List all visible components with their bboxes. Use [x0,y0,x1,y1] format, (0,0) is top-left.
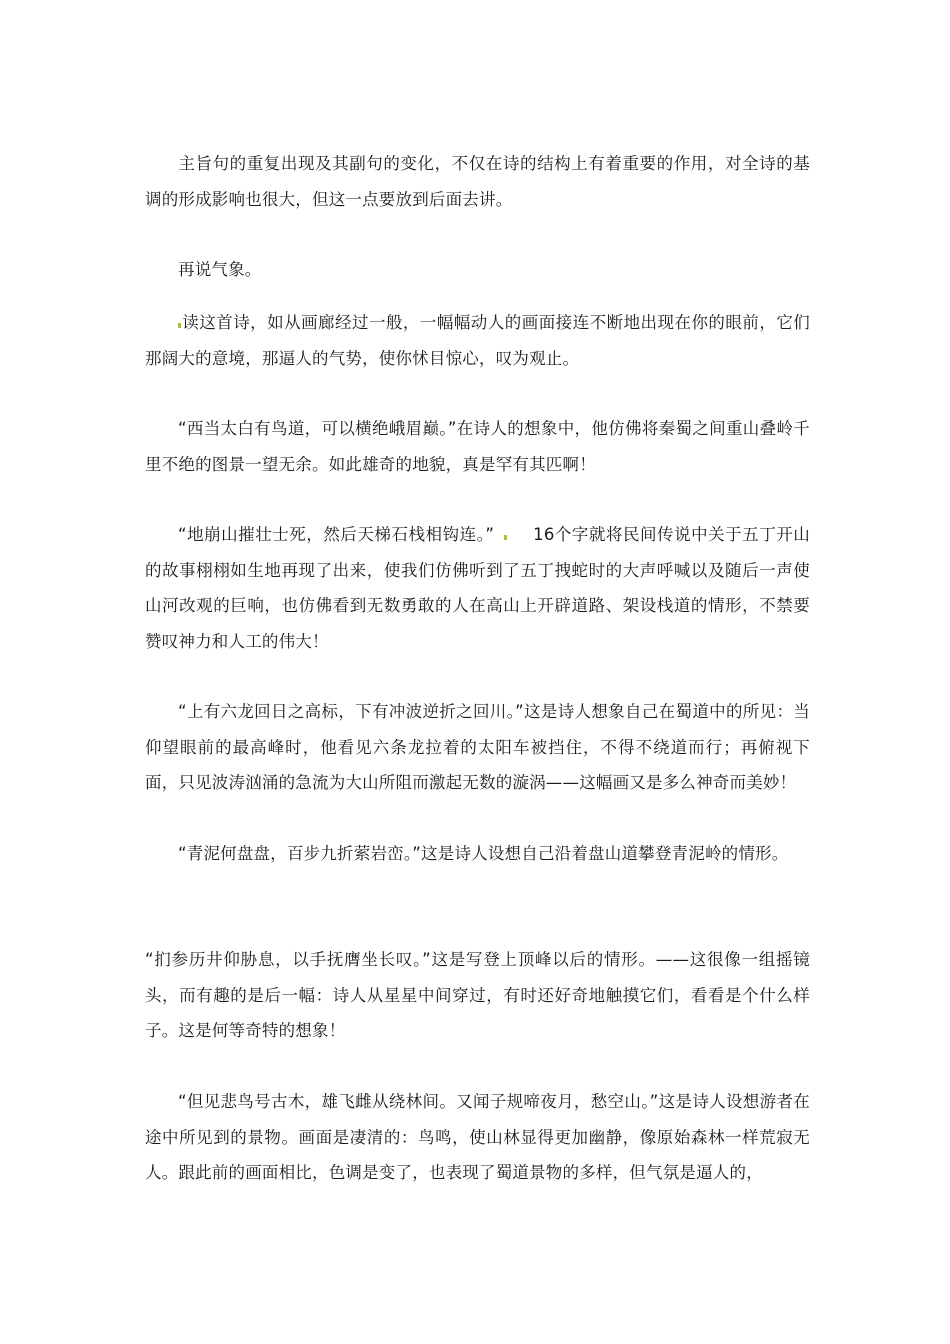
paragraph-3-text: 读这首诗，如从画廊经过一般，一幅幅动人的画面接连不断地出现在你的眼前，它们那阔大的意境，那逼人的气势，使你怵目惊心，叹为观止。 [145,313,810,368]
paragraph-5-quote: “地崩山摧壮士死，然后天梯石栈相钩连。” [178,525,495,544]
paragraph-9 [145,1084,810,1191]
paragraph-1 [145,146,810,217]
paragraph-2-text: 再说气象。 [178,260,262,279]
paragraph-3 [145,305,810,376]
paragraph-8 [145,942,810,1049]
paragraph-7-text: “青泥何盘盘，百步九折萦岩峦。”这是诗人设想自己沿着盘山道攀登青泥岭的情形。 [178,844,789,863]
paragraph-6-text: “上有六龙回日之高标，下有冲波逆折之回川。”这是诗人想象自己在蜀道中的所见：当仰望眼前的最高峰时，他看见六条龙拉着的太阳车被挡住，不得不绕道而行；再俯视下面，只见波涛汹涌的急流为大山所阻而激起无数的漩涡——这幅画又是多么神奇而美妙！ [145,702,810,792]
paragraph-1-text: 主旨句的重复出现及其副句的变化，不仅在诗的结构上有着重要的作用，对全诗的基调的形成影响也很大，但这一点要放到后面去讲。 [145,154,810,209]
annotation-mark [504,535,507,540]
paragraph-4-text: “西当太白有鸟道，可以横绝峨眉巅。”在诗人的想象中，他仿佛将秦蜀之间重山叠岭千里不绝的图景一望无余。如此雄奇的地貌，真是罕有其匹啊！ [145,419,810,474]
paragraph-5-text: 16个字就将民间传说中关于五丁开山的故事栩栩如生地再现了出来，使我们仿佛听到了五丁拽蛇时的大声呼喊以及随后一声使山河改观的巨响，也仿佛看到无数勇敢的人在高山上开辟道路、架设栈道的情形，不禁要赞叹神力和人工的伟大！ [145,525,810,651]
paragraph-7 [145,836,810,872]
paragraph-5 [145,517,810,659]
paragraph-4 [145,411,810,482]
paragraph-9-text: “但见悲鸟号古木，雄飞雌从绕林间。又闻子规啼夜月，愁空山。”这是诗人设想游者在途中所见到的景物。画面是凄清的：鸟鸣，使山林显得更加幽静，像原始森林一样荒寂无人。跟此前的画面相比，色调是变了，也表现了蜀道景物的多样，但气氛是逼人的， [145,1092,810,1182]
annotation-mark [178,323,181,328]
paragraph-6 [145,694,810,801]
paragraph-8-text: “扪参历井仰胁息，以手抚膺坐长叹。”这是写登上顶峰以后的情形。——这很像一组摇镜头，而有趣的是后一幅：诗人从星星中间穿过，有时还好奇地触摸它们，看看是个什么样子。这是何等奇特的想象！ [145,950,810,1040]
paragraph-2 [145,252,810,288]
